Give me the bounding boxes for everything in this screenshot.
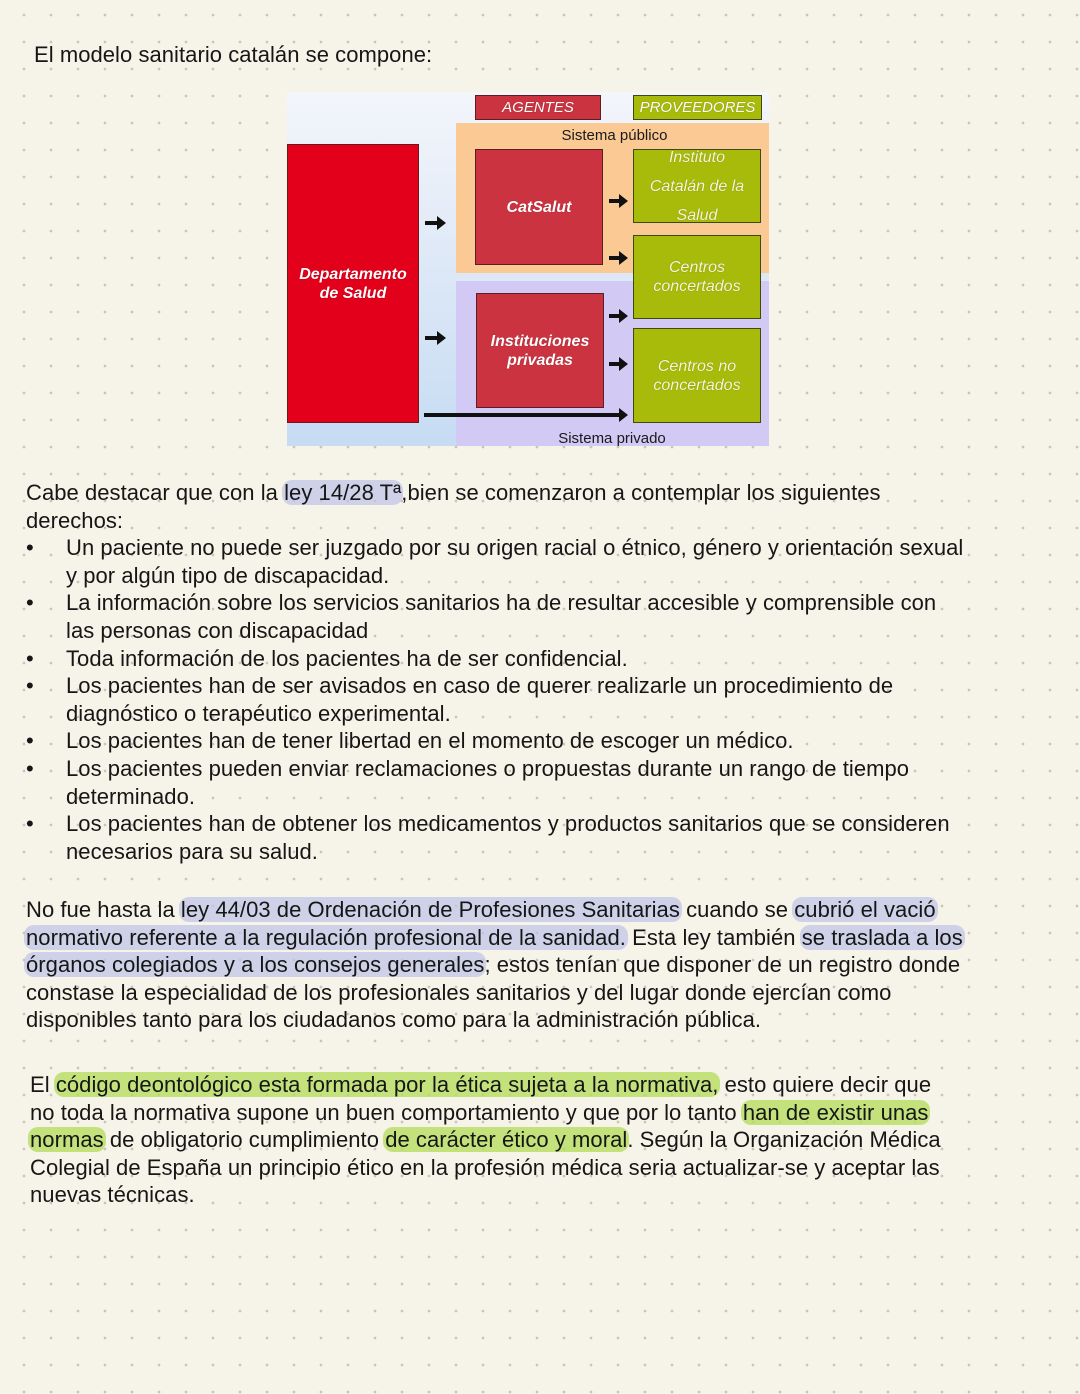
rights-list-item: • La información sobre los servicios sanitarios ha de resultar accesible y comprensible con las personas con discapacidad (26, 590, 937, 643)
rights-list-item: • Los pacientes han de ser avisados en caso de querer realizarle un procedimiento de diagnóstico o terapéutico experimental. (26, 673, 894, 726)
bullet-icon: • (26, 728, 34, 754)
department-of-health-box: Departamento de Salud (287, 144, 419, 423)
rights-intro-line-2: derechos: (26, 507, 124, 533)
intro-heading-text: El modelo sanitario catalán se compone: (34, 42, 433, 67)
law-line-3: órganos colegiados y a los consejos generales; estos tenían que disponer de un registro donde (26, 952, 961, 978)
ethics-line-3: normas de obligatorio cumplimiento de carácter ético y moral. Según la Organización Médica (30, 1127, 941, 1153)
intro-heading (34, 41, 432, 69)
arrow-dept-to-catsalut (425, 221, 439, 225)
catalan-health-model-diagram (287, 92, 769, 446)
bullet-icon: • (26, 645, 34, 671)
private-institutions-box: Instituciones privadas (476, 293, 604, 408)
bullet-icon: • (26, 811, 34, 837)
must-exist-highlight: han de existir unas (742, 1099, 929, 1125)
ethics-line-2: no toda la normativa supone un buen comportamiento y que por lo tanto han de existir unas (30, 1099, 929, 1125)
bullet-icon: • (26, 673, 34, 699)
legend-agents: AGENTES (475, 95, 601, 120)
ics-provider-box: Instituto Catalán de la Salud (633, 149, 761, 223)
rights-list-item: • Toda información de los pacientes ha de ser confidencial. (26, 645, 628, 671)
rights-list-item: • Los pacientes han de obtener los medicamentos y productos sanitarios que se consideren necesarios para su salud. (26, 811, 950, 864)
arrow-dept-to-non-concerted (424, 413, 621, 417)
rights-list-item: • Un paciente no puede ser juzgado por su origen racial o étnico, género y orientación sexual y por algún tipo de discapacidad. (26, 535, 964, 588)
catsalut-box: CatSalut (475, 149, 603, 265)
rights-bullet-list (26, 534, 964, 865)
arrow-catsalut-to-ics (609, 199, 621, 203)
law-line-2: normativo referente a la regulación profesional de la sanidad. Esta ley también se traslada a los (26, 924, 963, 950)
ethics-line-1: El código deontológico esta formada por la ética sujeta a la normativa, esto quiere decir que (30, 1072, 932, 1097)
arrow-catsalut-to-concerted (609, 256, 621, 260)
law-line-4: constase la especialidad de los profesionales sanitarios y del lugar donde ejercían como (26, 979, 892, 1005)
arrow-private-to-concerted (609, 314, 621, 318)
gap-covered-highlight: cubrió el vació (794, 897, 936, 922)
law-line-5: disponibles tanto para los ciudadanos como para la administración pública. (26, 1007, 762, 1033)
law-44-03-section (26, 896, 963, 1034)
bullet-icon: • (26, 590, 34, 616)
law-line-1: No fue hasta la ley 44/03 de Ordenación de Profesiones Sanitarias cuando se cubrió el vació (26, 897, 936, 922)
regulation-highlight: normativo referente a la regulación profesional de la sanidad. (26, 924, 626, 950)
rights-list-item: • Los pacientes han de tener libertad en el momento de escoger un médico. (26, 728, 794, 754)
ethics-line-5: nuevas técnicas. (30, 1182, 195, 1208)
non-concerted-centers-box: Centros no concertados (633, 328, 761, 423)
collegiate-bodies-highlight: órganos colegiados y a los consejos generales (26, 952, 485, 978)
norms-highlight: normas (30, 1127, 104, 1153)
bullet-icon: • (26, 535, 34, 561)
ethics-section (30, 1071, 941, 1209)
rights-section (26, 479, 964, 865)
bullet-icon: • (26, 755, 34, 781)
ethics-line-4: Colegial de España un principio ético en la profesión médica seria actualizar-se y aceptar las (30, 1154, 940, 1180)
transfer-highlight: se traslada a los (801, 924, 963, 950)
law-44-03-highlight: ley 44/03 de Ordenación de Profesiones Sanitarias (180, 897, 680, 922)
rights-intro-line-1: Cabe destacar que con la ley 14/28 Tª,bien se comenzaron a contemplar los siguientes (26, 480, 881, 505)
law-14-28-highlight: ley 14/28 Tª (284, 480, 402, 505)
rights-list-item: • Los pacientes pueden enviar reclamaciones o propuestas durante un rango de tiempo determinado. (26, 755, 910, 809)
legend-providers: PROVEEDORES (633, 95, 762, 120)
private-system-label: Sistema privado (558, 430, 666, 446)
ethical-moral-highlight: de carácter ético y moral (385, 1127, 628, 1153)
arrow-dept-to-private (425, 336, 439, 340)
arrow-private-to-non-concerted (609, 362, 621, 366)
public-system-label: Sistema público (561, 127, 668, 144)
deontological-code-highlight: código deontológico esta formada por la ética sujeta a la normativa, (55, 1072, 719, 1097)
concerted-centers-box: Centros concertados (633, 235, 761, 319)
